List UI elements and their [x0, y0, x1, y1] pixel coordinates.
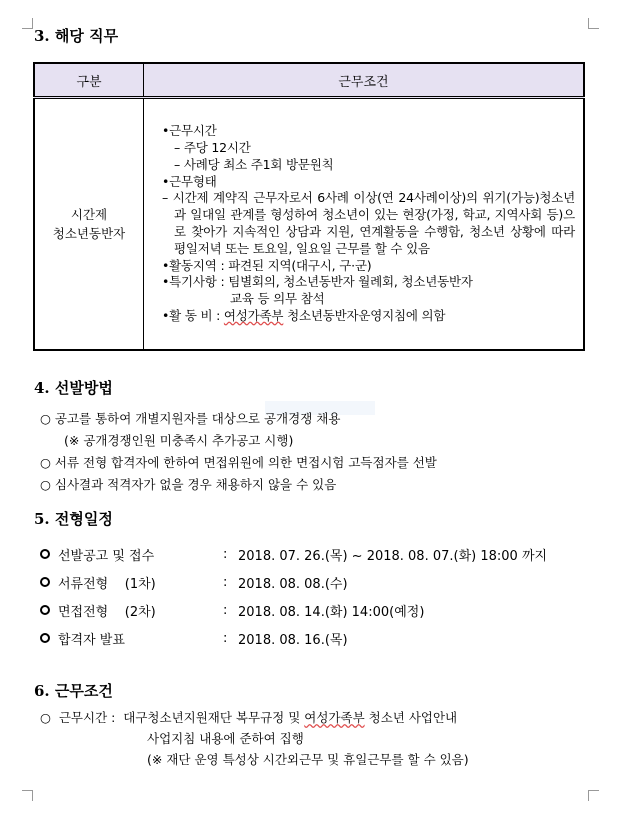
condition-line: – 사례당 최소 주1회 방문원칙	[174, 156, 334, 172]
schedule-row: 선발공고 및 접수 : 2018. 07. 26.(목) ~ 2018. 08. 07.(화) 18:00 까지	[40, 540, 547, 568]
schedule-value: 2018. 08. 16.(목)	[238, 632, 348, 648]
list-note: (※ 공개경쟁인원 미충족시 추가공고 시행)	[64, 433, 294, 448]
condition-paragraph: – 시간제 계약직 근무자로서 6사례 이상(연 24사례이상)의 위기(가능)청소년과 일대일 관계를 형성하여 청소년이 있는 현장(가정, 학교, 지역사회 등)으로 찾아가 지속적인 상담과 지원, 연계활동을 수행함, 청소년 상황에 따라 평일저녁 또는 토요일, 일요일 근무를 할 수 있음	[162, 190, 575, 256]
list-item: ○ 서류 전형 합격자에 한하여 면접위원에 의한 면접시험 고득점자를 선발	[40, 455, 437, 470]
schedule-label: 면접전형 (2차)	[58, 604, 156, 620]
circle-bullet-icon	[40, 549, 50, 559]
page-corner-mark	[22, 790, 33, 801]
schedule-value: 2018. 08. 08.(수)	[238, 576, 348, 592]
category-line: 시간제	[70, 207, 108, 222]
category-line: 청소년동반자	[52, 226, 126, 241]
cost-text: 청소년동반자운영지침에 의함	[283, 307, 446, 323]
page-corner-mark	[588, 18, 599, 29]
cost-label: •활 동 비 :	[162, 307, 224, 323]
condition-line: 교육 등 의무 참석	[230, 291, 325, 307]
work-text: 청소년 사업안내	[364, 710, 458, 725]
condition-line: •근무형태	[162, 173, 217, 189]
work-line	[40, 707, 600, 728]
list-item: ○ 공고를 통하여 개별지원자를 대상으로 공개경쟁 채용	[40, 411, 341, 426]
table-cell-category	[34, 98, 144, 351]
work-line: 사업지침 내용에 준하여 집행	[147, 731, 304, 746]
condition-line: •특기사항 : 팀별회의, 청소년동반자 월례회, 청소년동반자	[162, 274, 473, 290]
table-cell-conditions	[144, 98, 585, 351]
section-heading-duty: 3. 해당 직무	[34, 27, 119, 45]
table-header-category: 구분	[34, 63, 144, 98]
circle-bullet-icon	[40, 605, 50, 615]
work-text: ○ 근무시간 : 대구청소년지원재단 복무규정 및	[40, 710, 305, 725]
spellcheck-word: 여성가족부	[223, 307, 284, 323]
list-item: ○ 심사결과 적격자가 없을 경우 채용하지 않을 수 있음	[40, 477, 337, 492]
page-corner-mark	[22, 18, 33, 29]
duty-table	[33, 62, 585, 351]
schedule-list	[40, 540, 547, 652]
condition-line: •활동지역 : 파견된 지역(대구시, 구·군)	[162, 257, 372, 273]
table-header-conditions: 근무조건	[144, 63, 585, 98]
section-heading-work-conditions: 6. 근무조건	[34, 682, 113, 700]
page-corner-mark	[588, 790, 599, 801]
work-conditions	[40, 707, 600, 770]
schedule-row: 합격자 발표 : 2018. 08. 16.(목)	[40, 624, 547, 652]
section-heading-schedule: 5. 전형일정	[34, 510, 113, 528]
condition-line	[152, 308, 575, 325]
schedule-value: 2018. 07. 26.(목) ~ 2018. 08. 07.(화) 18:00 까지	[238, 548, 548, 564]
condition-line: – 주당 12시간	[174, 140, 251, 156]
spellcheck-word: 여성가족부	[304, 710, 365, 725]
work-note: (※ 재단 운영 특성상 시간외근무 및 휴일근무를 할 수 있음)	[147, 752, 469, 767]
schedule-value: 2018. 08. 14.(화) 14:00(예정)	[238, 604, 425, 620]
circle-bullet-icon	[40, 633, 50, 643]
selection-list	[40, 408, 600, 496]
section-heading-selection: 4. 선발방법	[34, 379, 113, 397]
schedule-row: 서류전형 (1차) : 2018. 08. 08.(수)	[40, 568, 547, 596]
circle-bullet-icon	[40, 577, 50, 587]
schedule-label: 합격자 발표	[58, 632, 125, 648]
schedule-row: 면접전형 (2차) : 2018. 08. 14.(화) 14:00(예정)	[40, 596, 547, 624]
condition-line: •근무시간	[162, 123, 217, 139]
schedule-label: 선발공고 및 접수	[58, 548, 155, 564]
schedule-label: 서류전형 (1차)	[58, 576, 156, 592]
